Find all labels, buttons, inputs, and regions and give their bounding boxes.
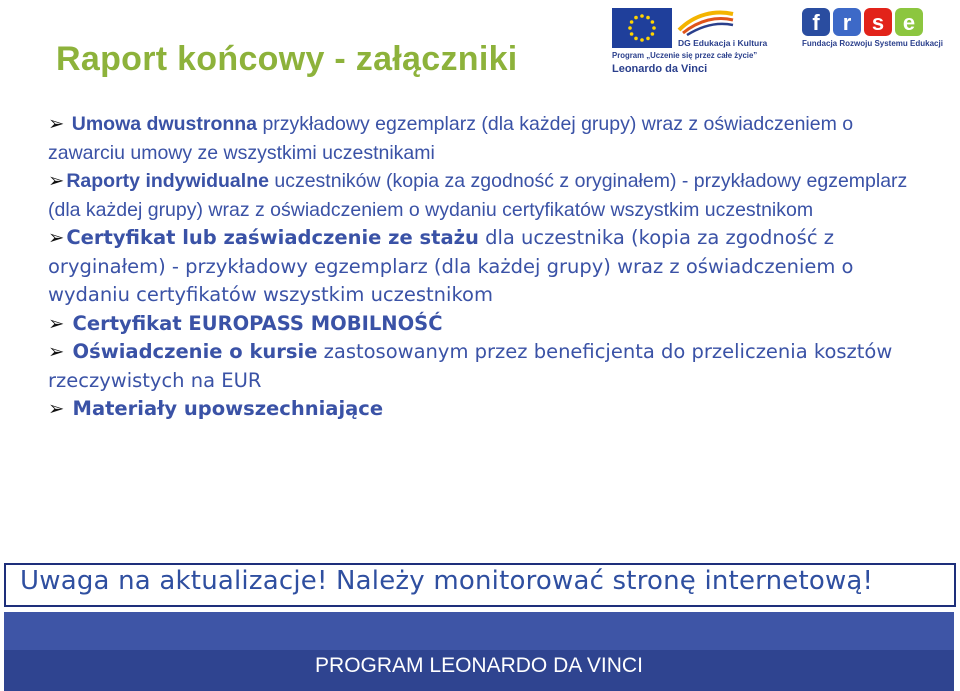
item-bold: Certyfikat EUROPASS MOBILNOŚĆ <box>72 311 443 335</box>
bullet-arrow-icon: ➢ <box>48 112 65 135</box>
svg-text:r: r <box>842 10 852 35</box>
bullet-arrow-icon: ➢ <box>48 226 65 249</box>
item-text: przykładowy egzemplarz (dla każdej grupy) wraz z oświadczeniem o zawarciu umowy ze wszystkimi uczestnikami <box>48 113 854 164</box>
bullet-arrow-icon: ➢ <box>48 311 65 335</box>
item-bold: Umowa dwustronna <box>71 113 258 135</box>
page-title: Raport końcowy - załączniki <box>56 40 518 78</box>
item-text: uczestników (kopia za zgodność z oryginałem) - przykładowy egzemplarz (dla każdej grupy) wraz z oświadczeniem o wydaniu certyfikatów wszystkim uczestnikom <box>48 170 908 221</box>
notice-box <box>4 563 956 607</box>
item-bold: Materiały upowszechniające <box>72 397 384 420</box>
frse-subtitle: Fundacja Rozwoju Systemu Edukacji <box>802 39 943 48</box>
item-text: dla uczestnika (kopia za zgodność z oryginałem) - przykładowy egzemplarz (dla każdej grupy) wraz z oświadczeniem o wydaniu certyfikatów wszystkim uczestnikom <box>48 226 854 306</box>
leonardo-swoosh-icon <box>675 8 735 36</box>
item-bold: Raporty indywidualne <box>66 170 269 192</box>
dg-label: DG Edukacja i Kultura <box>678 38 768 48</box>
logo-area <box>600 0 960 90</box>
ldv-label: Leonardo da Vinci <box>612 63 708 75</box>
list-item <box>48 110 918 167</box>
list-item <box>48 395 918 424</box>
list-item <box>48 310 918 339</box>
bullet-arrow-icon: ➢ <box>48 340 65 363</box>
notice-text: Uwaga na aktualizacje! Należy monitorować stronę internetową! <box>20 566 874 596</box>
eu-flag-icon <box>612 8 672 48</box>
list-item <box>48 224 918 310</box>
attachments-list <box>48 110 918 424</box>
footer-text: PROGRAM LEONARDO DA VINCI <box>315 654 643 677</box>
svg-text:s: s <box>871 10 885 35</box>
footer-bar <box>4 612 954 691</box>
list-item <box>48 338 918 395</box>
program-label: Program „Uczenie się przez całe życie” <box>612 51 758 60</box>
frse-logo-icon <box>802 6 926 38</box>
svg-text:f: f <box>812 10 820 35</box>
item-bold: Certyfikat lub zaświadczenie ze stażu <box>66 226 479 249</box>
svg-text:e: e <box>902 10 916 35</box>
item-bold: Oświadczenie o kursie <box>72 340 318 363</box>
bullet-arrow-icon: ➢ <box>48 169 65 192</box>
list-item <box>48 167 918 224</box>
item-text: zastosowanym przez beneficjenta do przeliczenia kosztów rzeczywistych na EUR <box>48 340 893 392</box>
bullet-arrow-icon: ➢ <box>48 397 65 420</box>
